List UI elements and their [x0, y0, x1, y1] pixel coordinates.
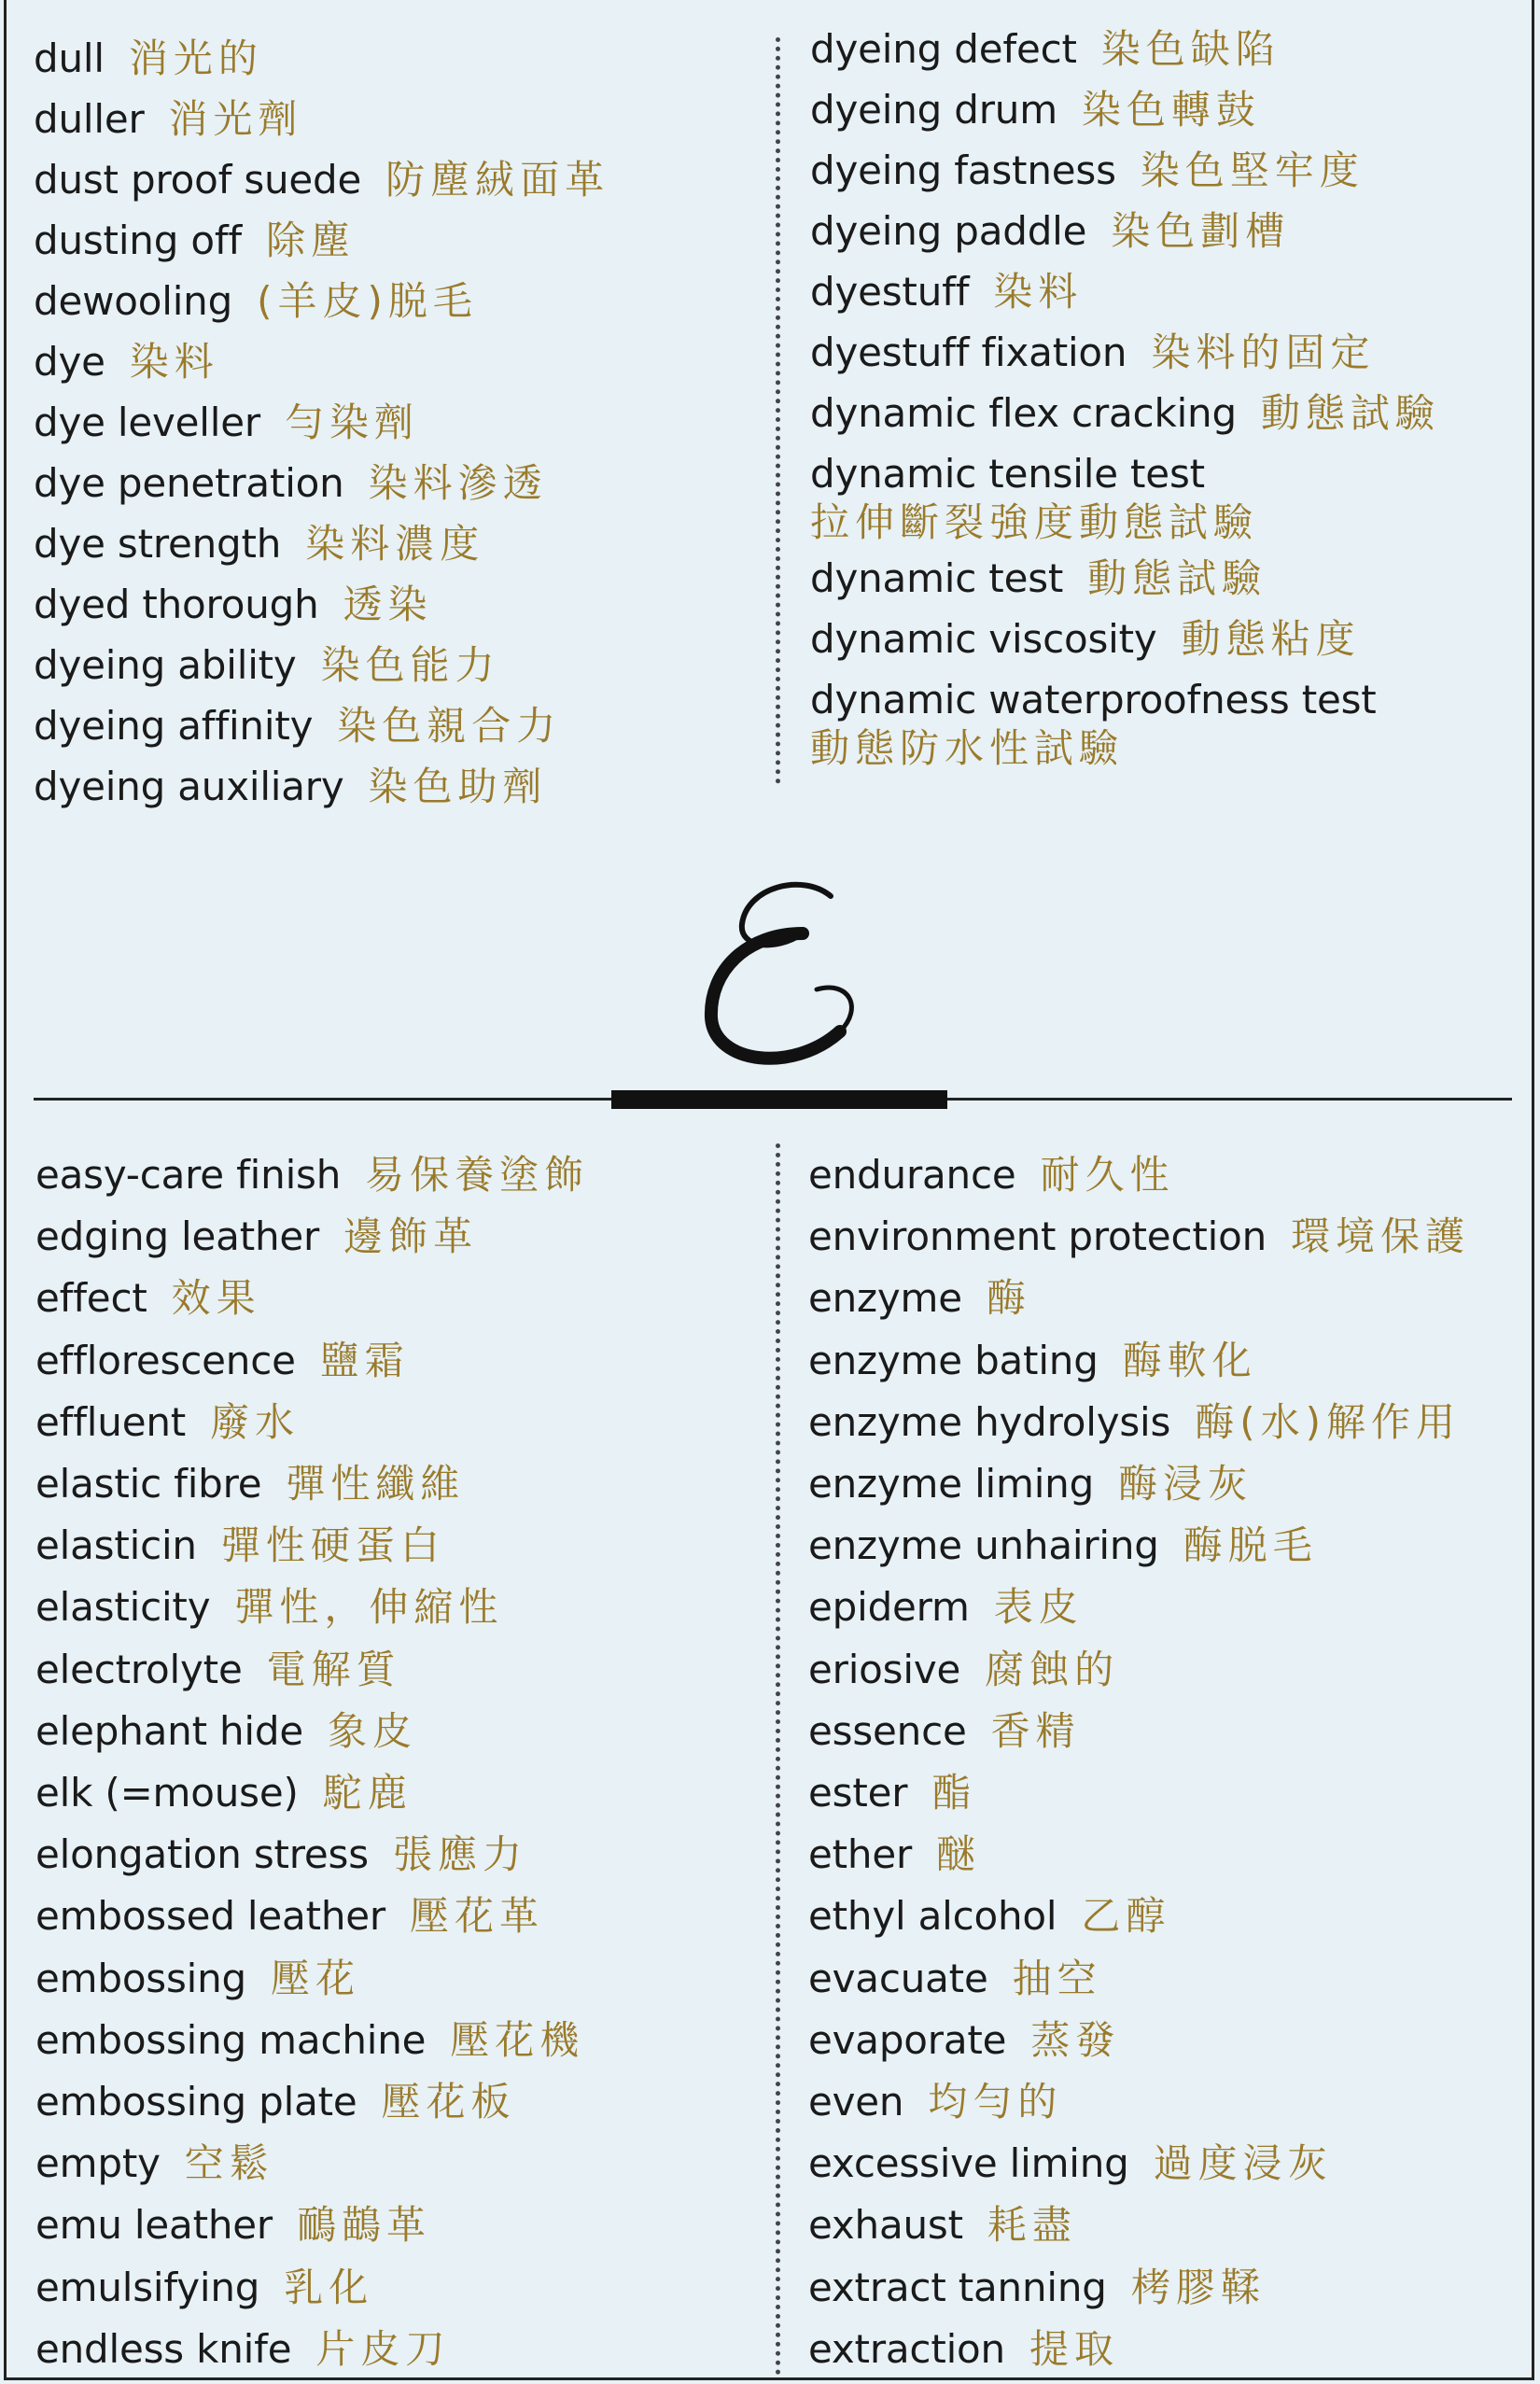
glossary-entry — [35, 1893, 544, 1940]
glossary-entry — [808, 1275, 1031, 1322]
chinese-term: 動態試驗 — [1087, 555, 1267, 601]
chinese-term: 染色缺陷 — [1100, 26, 1281, 72]
english-term: extraction — [808, 2325, 1005, 2372]
chinese-term: 彈性硬蛋白 — [220, 1522, 445, 1569]
glossary-entry — [808, 2079, 1063, 2125]
english-term: elasticin — [35, 1522, 197, 1569]
english-term: dye penetration — [34, 460, 344, 506]
chinese-term: 染料的固定 — [1151, 330, 1376, 375]
glossary-entry — [35, 1398, 301, 1445]
chinese-term: 動態試驗 — [1260, 390, 1440, 436]
chinese-term: 染色劃槽 — [1111, 208, 1291, 254]
glossary-entry — [810, 147, 1365, 193]
glossary-entry — [35, 1584, 504, 1631]
glossary-entry — [810, 616, 1361, 662]
english-term: dynamic waterproofness test — [810, 677, 1377, 722]
english-term: dynamic flex cracking — [810, 390, 1237, 436]
chinese-term: 廢水 — [210, 1398, 301, 1445]
english-term: embossed leather — [35, 1893, 385, 1940]
glossary-entry — [808, 1213, 1471, 1260]
chinese-term: 駝鹿 — [322, 1770, 413, 1816]
glossary-entry — [808, 1584, 1084, 1631]
english-term: essence — [808, 1707, 967, 1754]
chinese-term: 易保養塗飾 — [365, 1152, 590, 1198]
english-term: endurance — [808, 1152, 1016, 1198]
glossary-entry — [808, 1398, 1461, 1445]
chinese-term: 抽空 — [1012, 1955, 1102, 2001]
glossary-entry — [34, 521, 485, 567]
chinese-term: 環境保護 — [1291, 1213, 1471, 1260]
chinese-term: 染料 — [993, 269, 1084, 315]
column-separator-bottom — [776, 1143, 780, 2376]
glossary-entry — [808, 1893, 1171, 1940]
glossary-entry — [34, 400, 419, 445]
glossary-entry — [34, 278, 478, 324]
chinese-term: 酶浸灰 — [1118, 1461, 1253, 1507]
chinese-term: 染色親合力 — [337, 703, 562, 749]
glossary-entry — [808, 2202, 1077, 2249]
glossary-entry — [34, 35, 263, 81]
chinese-term: 染料滲透 — [368, 460, 548, 506]
english-term: enzyme — [808, 1275, 962, 1322]
english-term: efflorescence — [35, 1337, 296, 1383]
english-term: epiderm — [808, 1584, 970, 1631]
glossary-entry — [35, 2202, 431, 2249]
section-divider-bar — [611, 1090, 947, 1109]
english-term: ester — [808, 1770, 908, 1816]
english-term: dewooling — [34, 278, 233, 324]
chinese-term: 酯 — [931, 1770, 977, 1816]
chinese-term: (羊皮)脱毛 — [257, 278, 478, 324]
chinese-term: 邊飾革 — [343, 1213, 479, 1260]
english-term: exhaust — [808, 2202, 963, 2249]
glossary-entry — [35, 1707, 418, 1754]
glossary-entry — [808, 1337, 1257, 1383]
chinese-term: 彈性，伸縮性 — [234, 1584, 504, 1631]
chinese-term: 消光劑 — [168, 96, 303, 142]
glossary-entry — [35, 1275, 261, 1322]
english-term: dyeing ability — [34, 642, 297, 688]
chinese-term: 提取 — [1029, 2325, 1119, 2372]
chinese-term: 片皮刀 — [315, 2325, 451, 2372]
glossary-entry — [35, 2140, 274, 2187]
english-term: dyeing paddle — [810, 208, 1087, 254]
chinese-term: 動態粘度 — [1181, 616, 1361, 662]
chinese-term: 張應力 — [392, 1831, 527, 1878]
glossary-entry — [810, 330, 1376, 375]
english-term: enzyme bating — [808, 1337, 1099, 1383]
glossary-entry — [35, 1152, 590, 1198]
chinese-term: 過度浸灰 — [1153, 2140, 1333, 2187]
chinese-term: 染料濃度 — [305, 521, 485, 567]
chinese-term: 蒸發 — [1030, 2016, 1121, 2063]
glossary-entry — [35, 1831, 527, 1878]
chinese-term: 象皮 — [328, 1707, 418, 1754]
glossary-entry — [34, 764, 548, 809]
english-term: empty — [35, 2140, 161, 2187]
english-term: duller — [34, 96, 145, 142]
chinese-term: 酶脱毛 — [1183, 1522, 1318, 1569]
english-term: elasticity — [35, 1584, 211, 1631]
glossary-entry — [34, 642, 500, 688]
chinese-term: 酶(水)解作用 — [1195, 1398, 1461, 1445]
chinese-term: 染色轉鼓 — [1081, 87, 1261, 133]
english-term: dust proof suede — [34, 157, 362, 203]
english-term: extract tanning — [808, 2264, 1107, 2310]
chinese-term: 壓花板 — [381, 2079, 516, 2125]
english-term: enzyme unhairing — [808, 1522, 1159, 1569]
glossary-entry — [35, 2264, 374, 2310]
glossary-entry — [35, 2079, 516, 2125]
glossary-entry — [35, 1461, 466, 1507]
chinese-term: 香精 — [990, 1707, 1081, 1754]
glossary-entry — [810, 677, 1377, 771]
english-term: dye leveller — [34, 400, 260, 445]
english-term: environment protection — [808, 1213, 1267, 1260]
glossary-entry — [810, 390, 1440, 436]
chinese-term: 電解質 — [266, 1646, 401, 1692]
english-term: dyed thorough — [34, 582, 319, 627]
chinese-term: 效果 — [171, 1275, 261, 1322]
english-term: enzyme hydrolysis — [808, 1398, 1171, 1445]
english-term: dye strength — [34, 521, 282, 567]
glossary-entry — [808, 1955, 1102, 2001]
chinese-term: 耗盡 — [987, 2202, 1077, 2249]
english-term: dynamic viscosity — [810, 616, 1157, 662]
glossary-entry — [810, 87, 1261, 133]
english-term: dyeing fastness — [810, 147, 1116, 193]
section-letter-e-logo — [691, 868, 877, 1083]
glossary-entry — [808, 1152, 1175, 1198]
english-term: ethyl alcohol — [808, 1893, 1057, 1940]
glossary-entry — [808, 2325, 1119, 2372]
english-term: embossing plate — [35, 2079, 357, 2125]
chinese-term: 壓花革 — [409, 1893, 544, 1940]
english-term: ether — [808, 1831, 913, 1878]
english-term: edging leather — [35, 1213, 320, 1260]
glossary-entry — [808, 1646, 1120, 1692]
chinese-term: 除塵 — [266, 217, 357, 263]
glossary-entry — [34, 703, 562, 749]
chinese-term: 表皮 — [993, 1584, 1084, 1631]
chinese-term: 耐久性 — [1040, 1152, 1175, 1198]
chinese-term: 酶 — [986, 1275, 1031, 1322]
english-term: dyeing defect — [810, 26, 1077, 72]
glossary-entry — [35, 1955, 361, 2001]
chinese-term: 腐蝕的 — [985, 1646, 1120, 1692]
english-term: elephant hide — [35, 1707, 303, 1754]
english-term: enzyme liming — [808, 1461, 1095, 1507]
glossary-entry — [808, 2016, 1121, 2063]
english-term: dyeing auxiliary — [34, 764, 344, 809]
chinese-term: 消光的 — [128, 35, 263, 81]
column-separator-top — [776, 37, 780, 784]
glossary-entry — [808, 2264, 1266, 2310]
chinese-term: 醚 — [936, 1831, 982, 1878]
chinese-term: 均勻的 — [928, 2079, 1063, 2125]
english-term: excessive liming — [808, 2140, 1129, 2187]
chinese-term: 透染 — [343, 582, 433, 627]
chinese-term: 壓花 — [271, 1955, 361, 2001]
english-term: elongation stress — [35, 1831, 369, 1878]
chinese-term: 鴯鶓革 — [296, 2202, 431, 2249]
chinese-term: 染色堅牢度 — [1140, 147, 1365, 193]
glossary-entry — [810, 269, 1084, 315]
english-term: effect — [35, 1275, 147, 1322]
chinese-term: 彈性纖維 — [286, 1461, 466, 1507]
glossary-entry — [808, 1831, 982, 1878]
glossary-entry — [34, 460, 548, 506]
glossary-entry — [35, 1213, 479, 1260]
english-term: dyestuff — [810, 269, 970, 315]
chinese-term: 鹽霜 — [319, 1337, 410, 1383]
english-term: dye — [34, 339, 105, 385]
glossary-entry — [808, 1770, 977, 1816]
english-term: evacuate — [808, 1955, 988, 2001]
english-term: embossing machine — [35, 2016, 427, 2063]
chinese-term: 動態防水性試驗 — [810, 725, 1125, 771]
english-term: eriosive — [808, 1646, 961, 1692]
glossary-entry — [810, 555, 1267, 601]
chinese-term: 酶軟化 — [1122, 1337, 1257, 1383]
chinese-term: 壓花機 — [450, 2016, 585, 2063]
english-term: dyestuff fixation — [810, 330, 1127, 375]
english-term: emulsifying — [35, 2264, 260, 2310]
english-term: effluent — [35, 1398, 187, 1445]
glossary-entry — [35, 1646, 401, 1692]
glossary-entry — [34, 157, 610, 203]
english-term: easy-care finish — [35, 1152, 342, 1198]
glossary-entry — [35, 1337, 410, 1383]
glossary-entry — [34, 217, 357, 263]
english-term: electrolyte — [35, 1646, 243, 1692]
chinese-term: 拉伸斷裂強度動態試驗 — [810, 499, 1259, 545]
glossary-entry — [35, 2325, 451, 2372]
english-term: dynamic tensile test — [810, 451, 1205, 497]
chinese-term: 乙醇 — [1081, 1893, 1171, 1940]
glossary-entry — [810, 208, 1291, 254]
english-term: elastic fibre — [35, 1461, 262, 1507]
chinese-term: 染料 — [129, 339, 219, 385]
english-term: elk (=mouse) — [35, 1770, 299, 1816]
chinese-term: 染色助劑 — [368, 764, 548, 809]
chinese-term: 染色能力 — [320, 642, 500, 688]
chinese-term: 勻染劑 — [284, 400, 419, 445]
english-term: dusting off — [34, 217, 242, 263]
glossary-entry — [810, 451, 1259, 545]
chinese-term: 乳化 — [284, 2264, 374, 2310]
glossary-entry — [808, 1522, 1318, 1569]
glossary-entry — [810, 26, 1281, 72]
glossary-entry — [35, 1770, 413, 1816]
english-term: emu leather — [35, 2202, 273, 2249]
chinese-term: 防塵絨面革 — [385, 157, 610, 203]
english-term: dynamic test — [810, 555, 1064, 601]
chinese-term: 空鬆 — [184, 2140, 274, 2187]
glossary-entry — [808, 2140, 1333, 2187]
english-term: dyeing drum — [810, 87, 1057, 133]
glossary-entry — [34, 582, 433, 627]
chinese-term: 栲膠鞣 — [1130, 2264, 1266, 2310]
glossary-entry — [808, 1707, 1081, 1754]
glossary-entry — [34, 339, 219, 385]
glossary-entry — [808, 1461, 1253, 1507]
english-term: endless knife — [35, 2325, 292, 2372]
english-term: dyeing affinity — [34, 703, 314, 749]
english-term: even — [808, 2079, 904, 2125]
glossary-entry — [35, 2016, 585, 2063]
glossary-entry — [35, 1522, 445, 1569]
english-term: dull — [34, 35, 105, 81]
english-term: evaporate — [808, 2016, 1007, 2063]
glossary-entry — [34, 96, 303, 142]
english-term: embossing — [35, 1955, 247, 2001]
